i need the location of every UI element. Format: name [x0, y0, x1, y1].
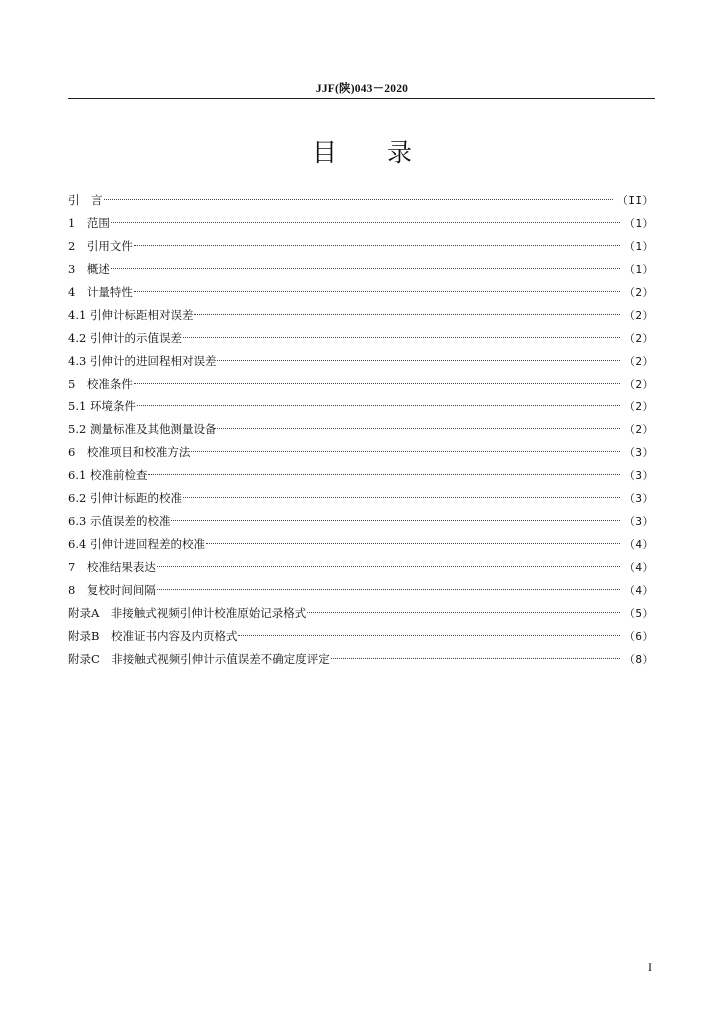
toc-entry-label: 附录C 非接触式视频引伸计示值误差不确定度评定 [68, 651, 330, 666]
toc-entry-page: （8） [623, 652, 654, 666]
dot-leader [217, 428, 619, 429]
toc-entry-6-1[interactable] [68, 464, 654, 487]
toc-entry-page: （2） [623, 331, 654, 345]
toc-entry-page: （5） [623, 606, 654, 620]
toc-entry-page: （3） [623, 446, 654, 460]
dot-leader [217, 360, 619, 361]
toc-entry-label: 6 校准项目和校准方法 [68, 445, 191, 460]
dot-leader [191, 451, 620, 452]
toc-entry-label: 7 校准结果表达 [68, 560, 156, 574]
toc-entry-page: （3） [623, 515, 654, 529]
dot-leader [111, 222, 620, 223]
toc-entry-page: （1） [623, 262, 654, 276]
toc-entry-5-1[interactable] [68, 395, 654, 418]
toc-entry-page: （2） [623, 354, 654, 368]
dot-leader [134, 291, 620, 292]
dot-leader [183, 497, 620, 498]
toc-entry-label: 5 校准条件 [68, 376, 133, 391]
toc-entry-page: （II） [616, 194, 654, 207]
toc-entry-6-3[interactable] [68, 510, 654, 533]
toc-entry-label: 附录A 非接触式视频引伸计校准原始记录格式 [68, 605, 307, 620]
toc-entry-page: （4） [623, 538, 654, 552]
toc-entry-page: （4） [623, 583, 654, 597]
toc-entry-page: （2） [623, 285, 654, 299]
toc-entry-label: 4 计量特性 [68, 284, 133, 299]
toc-list [68, 189, 654, 671]
dot-leader [148, 474, 619, 475]
toc-entry-foreword[interactable] [68, 189, 654, 212]
toc-entry-label: 2 引用文件 [68, 238, 133, 253]
toc-entry-page: （3） [623, 469, 654, 483]
dot-leader [134, 245, 620, 246]
dot-leader [331, 658, 620, 659]
toc-entry-3[interactable] [68, 258, 654, 281]
toc-entry-page: （2） [623, 377, 654, 391]
toc-entry-2[interactable] [68, 235, 654, 258]
toc-entry-label: 引 言 [68, 193, 103, 207]
toc-entry-label: 6.4 引伸计进回程差的校准 [68, 537, 205, 552]
toc-entry-appendix-b[interactable] [68, 625, 654, 648]
toc-entry-label: 5.2 测量标准及其他测量设备 [68, 422, 217, 437]
toc-entry-4[interactable] [68, 281, 654, 304]
toc-entry-page: （2） [623, 308, 654, 322]
toc-entry-4-1[interactable] [68, 304, 654, 327]
toc-entry-label: 4.3 引伸计的进回程相对误差 [68, 353, 217, 368]
toc-entry-page: （3） [623, 492, 654, 506]
toc-entry-6[interactable] [68, 441, 654, 464]
toc-entry-label: 6.1 校准前检查 [68, 468, 148, 483]
toc-entry-label: 6.2 引伸计标距的校准 [68, 491, 182, 506]
toc-entry-page: （4） [623, 561, 654, 574]
toc-entry-appendix-a[interactable] [68, 602, 654, 625]
dot-leader [157, 566, 620, 567]
dot-leader [194, 314, 619, 315]
toc-entry-label: 1 范围 [68, 215, 110, 230]
dot-leader [137, 405, 620, 406]
toc-entry-label: 4.1 引伸计标距相对误差 [68, 307, 194, 322]
toc-entry-page: （1） [623, 216, 654, 230]
toc-entry-page: （2） [623, 400, 654, 414]
toc-entry-7[interactable] [68, 556, 654, 579]
toc-entry-5[interactable] [68, 373, 654, 396]
toc-entry-label: 5.1 环境条件 [68, 399, 136, 414]
dot-leader [307, 612, 620, 613]
toc-title: 目录 [311, 138, 462, 167]
dot-leader [134, 383, 620, 384]
toc-entry-8[interactable] [68, 579, 654, 602]
toc-entry-label: 8 复校时间间隔 [68, 582, 156, 597]
toc-entry-label: 4.2 引伸计的示值误差 [68, 330, 182, 345]
toc-entry-page: （2） [623, 423, 654, 437]
toc-entry-label: 6.3 示值误差的校准 [68, 514, 171, 529]
toc-entry-4-2[interactable] [68, 327, 654, 350]
toc-entry-label: 附录B 校准证书内容及内页格式 [68, 628, 238, 643]
dot-leader [104, 199, 613, 200]
toc-entry-6-4[interactable] [68, 533, 654, 556]
page-number: I [648, 960, 652, 974]
document-code: JJF(陕)043－2020 [315, 83, 409, 95]
dot-leader [171, 520, 619, 521]
header-divider [68, 98, 655, 99]
toc-entry-appendix-c[interactable] [68, 648, 654, 671]
toc-entry-4-3[interactable] [68, 350, 654, 373]
dot-leader [157, 589, 620, 590]
toc-entry-label: 3 概述 [68, 261, 110, 276]
dot-leader [206, 543, 620, 544]
toc-entry-page: （6） [623, 629, 654, 643]
toc-entry-1[interactable] [68, 212, 654, 235]
dot-leader [111, 268, 620, 269]
toc-entry-5-2[interactable] [68, 418, 654, 441]
toc-entry-6-2[interactable] [68, 487, 654, 510]
dot-leader [238, 635, 619, 636]
dot-leader [183, 337, 620, 338]
toc-entry-page: （1） [623, 239, 654, 253]
